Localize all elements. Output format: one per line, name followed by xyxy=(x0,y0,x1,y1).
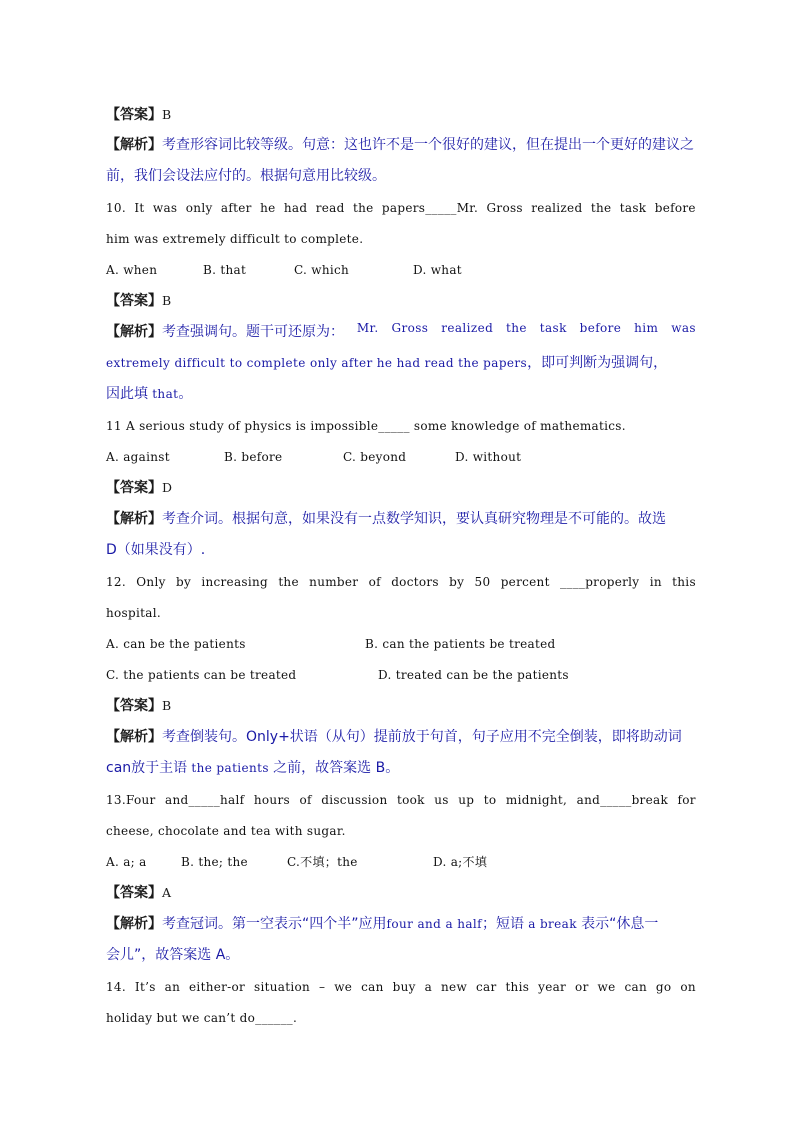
option-b: B. that xyxy=(203,263,247,277)
word: Gross xyxy=(486,201,523,215)
explanation-english-word: the xyxy=(506,321,527,335)
word: percent xyxy=(500,575,550,589)
option-b: B. before xyxy=(224,450,283,464)
word: midnight, xyxy=(505,793,568,807)
word: the xyxy=(352,201,374,215)
word: the xyxy=(590,201,612,215)
word: and_____break xyxy=(576,793,669,807)
explanation-text: ；短语 xyxy=(481,916,524,932)
explanation-english: extremely difficult to complete only after he had read the papers xyxy=(106,356,528,370)
option-b: B. the; the xyxy=(181,855,248,869)
explanation-tag: 【解析】 xyxy=(106,729,162,745)
word: for xyxy=(677,793,696,807)
word: 10. xyxy=(106,201,126,215)
word: can xyxy=(361,980,384,994)
explanation-text: 考查形容词比较等级。句意：这也许不是一个很好的建议，但在提出一个更好的建议之 xyxy=(162,137,694,153)
answer-line xyxy=(106,104,171,124)
answer-line xyxy=(106,695,171,715)
explanation-line xyxy=(106,383,192,403)
option-a: A. a; a xyxy=(106,855,147,869)
explanation-text: 考查介词。根据句意，如果没有一点数学知识，要认真研究物理是不可能的。故选 xyxy=(162,511,666,527)
explanation-english: the patients xyxy=(187,761,274,775)
word: ____properly xyxy=(560,575,640,589)
word: in xyxy=(649,575,662,589)
word: the xyxy=(278,575,299,589)
answer-tag: 【答案】 xyxy=(106,293,162,309)
word: new xyxy=(441,980,468,994)
word: on xyxy=(680,980,696,994)
explanation-line xyxy=(106,165,386,185)
explanation-tag: 【解析】 xyxy=(106,324,162,340)
option-c: C.不填；the xyxy=(287,855,358,869)
word: can xyxy=(624,980,647,994)
answer-value: D xyxy=(162,480,173,495)
option-c: C. beyond xyxy=(343,450,407,464)
explanation-text: 前，我们会设法应付的。根据句意用比较级。 xyxy=(106,168,386,184)
explanation-text: can放于主语 xyxy=(106,760,188,776)
word: he xyxy=(260,201,276,215)
word: – xyxy=(318,980,326,994)
word: up xyxy=(458,793,475,807)
answer-value: B xyxy=(162,698,172,713)
word: and_____half xyxy=(165,793,245,807)
option-d: D. what xyxy=(413,263,462,277)
explanation-line xyxy=(106,913,658,933)
word: discussion xyxy=(321,793,388,807)
explanation-text: 会儿”，故答案选 A。 xyxy=(106,947,240,963)
explanation-text: 考查倒装句。Only+状语（从句）提前放于句首，句子应用不完全倒装，即将助动词 xyxy=(162,729,682,745)
explanation-line xyxy=(106,944,239,964)
explanation-english: a break xyxy=(523,917,582,931)
explanation-english-word: task xyxy=(539,321,567,335)
word: either-or xyxy=(189,980,246,994)
answer-line xyxy=(106,882,171,902)
explanation-english-word: Mr. xyxy=(356,321,379,335)
explanation-tag: 【解析】 xyxy=(106,511,162,527)
explanation-english: four and a half xyxy=(386,917,482,931)
word: hours xyxy=(253,793,290,807)
answer-value: B xyxy=(162,293,172,308)
answer-tag: 【答案】 xyxy=(106,698,162,714)
question-10-line2: him was extremely difficult to complete. xyxy=(106,232,364,246)
word: situation xyxy=(254,980,311,994)
explanation-english-word: realized xyxy=(441,321,494,335)
option-a: A. can be the patients xyxy=(106,637,246,651)
question-10-line1 xyxy=(106,201,696,215)
word: was xyxy=(152,201,178,215)
explanation-line xyxy=(106,321,696,341)
option-c: C. the patients can be treated xyxy=(106,668,297,682)
explanation-text: 表示“休息一 xyxy=(581,916,659,932)
question-13-options xyxy=(106,853,487,870)
answer-line xyxy=(106,290,171,310)
word: It xyxy=(134,201,145,215)
answer-line xyxy=(106,477,172,497)
explanation-line xyxy=(106,539,205,559)
option-b: B. can the patients be treated xyxy=(365,637,556,651)
option-a: A. when xyxy=(106,263,158,277)
question-12-line2: hospital. xyxy=(106,606,161,620)
word: of xyxy=(299,793,312,807)
answer-tag: 【答案】 xyxy=(106,107,162,123)
explanation-english-word: Gross xyxy=(391,321,429,335)
word: read xyxy=(315,201,345,215)
explanation-text: 考查冠词。第一空表示“四个半”应用 xyxy=(162,916,387,932)
word: It’s xyxy=(134,980,156,994)
word: doctors xyxy=(391,575,439,589)
question-12-line1 xyxy=(106,575,696,589)
word: 50 xyxy=(474,575,491,589)
question-13-line1 xyxy=(106,793,696,807)
explanation-english-word: before xyxy=(579,321,622,335)
word: buy xyxy=(392,980,416,994)
question-13-line2: cheese, chocolate and tea with sugar. xyxy=(106,824,346,838)
word: an xyxy=(164,980,181,994)
explanation-line xyxy=(106,134,694,154)
option-a: A. against xyxy=(106,450,170,464)
question-12-options-row1 xyxy=(106,637,555,651)
question-11-line1: 11 A serious study of physics is impossible_____ some knowledge of mathematics. xyxy=(106,419,626,433)
question-14-line1 xyxy=(106,980,696,994)
explanation-line xyxy=(106,726,682,746)
word: took xyxy=(396,793,425,807)
question-12-options-row2 xyxy=(106,668,569,682)
word: car xyxy=(475,980,497,994)
word: a xyxy=(424,980,433,994)
question-14-line2: holiday but we can’t do______. xyxy=(106,1011,298,1025)
explanation-text: D（如果没有）. xyxy=(106,542,206,558)
word: this xyxy=(672,575,696,589)
answer-value: A xyxy=(162,885,172,900)
word: realized xyxy=(531,201,583,215)
word: after xyxy=(220,201,252,215)
word: Only xyxy=(136,575,166,589)
word: before xyxy=(654,201,696,215)
word: year xyxy=(538,980,567,994)
word: 13.Four xyxy=(106,793,156,807)
explanation-english: that xyxy=(148,387,179,401)
question-11-options xyxy=(106,450,521,464)
answer-tag: 【答案】 xyxy=(106,480,162,496)
word: we xyxy=(334,980,353,994)
word: of xyxy=(368,575,381,589)
option-d: D. a;不填 xyxy=(433,855,488,869)
word: to xyxy=(483,793,497,807)
word: 14. xyxy=(106,980,126,994)
explanation-tag: 【解析】 xyxy=(106,137,162,153)
explanation-text: 之前，故答案选 B。 xyxy=(273,760,400,776)
explanation-line xyxy=(106,757,399,777)
word: us xyxy=(434,793,449,807)
explanation-tag: 【解析】 xyxy=(106,916,162,932)
word: this xyxy=(505,980,530,994)
word: go xyxy=(655,980,672,994)
explanation-english-word: him xyxy=(634,321,659,335)
answer-value: B xyxy=(162,107,172,122)
explanation-text: 因此填 xyxy=(106,386,148,402)
word: increasing xyxy=(201,575,269,589)
word: had xyxy=(283,201,308,215)
word: by xyxy=(449,575,465,589)
option-d: D. treated can be the patients xyxy=(378,668,569,682)
word: or xyxy=(575,980,589,994)
explanation-english-word: was xyxy=(671,321,696,335)
explanation-line xyxy=(106,508,666,528)
question-10-options xyxy=(106,263,462,277)
option-c: C. which xyxy=(294,263,350,277)
explanation-text: ，即可判断为强调句， xyxy=(527,355,668,371)
word: 12. xyxy=(106,575,126,589)
word: task xyxy=(619,201,647,215)
word: only xyxy=(185,201,213,215)
explanation-text: 考查强调句。题干可还原为： xyxy=(162,324,344,340)
answer-tag: 【答案】 xyxy=(106,885,162,901)
word: number xyxy=(309,575,359,589)
explanation-text: 。 xyxy=(178,386,193,402)
option-d: D. without xyxy=(455,450,522,464)
word: by xyxy=(175,575,192,589)
explanation-line xyxy=(106,352,667,372)
word: papers_____Mr. xyxy=(381,201,479,215)
word: we xyxy=(597,980,616,994)
